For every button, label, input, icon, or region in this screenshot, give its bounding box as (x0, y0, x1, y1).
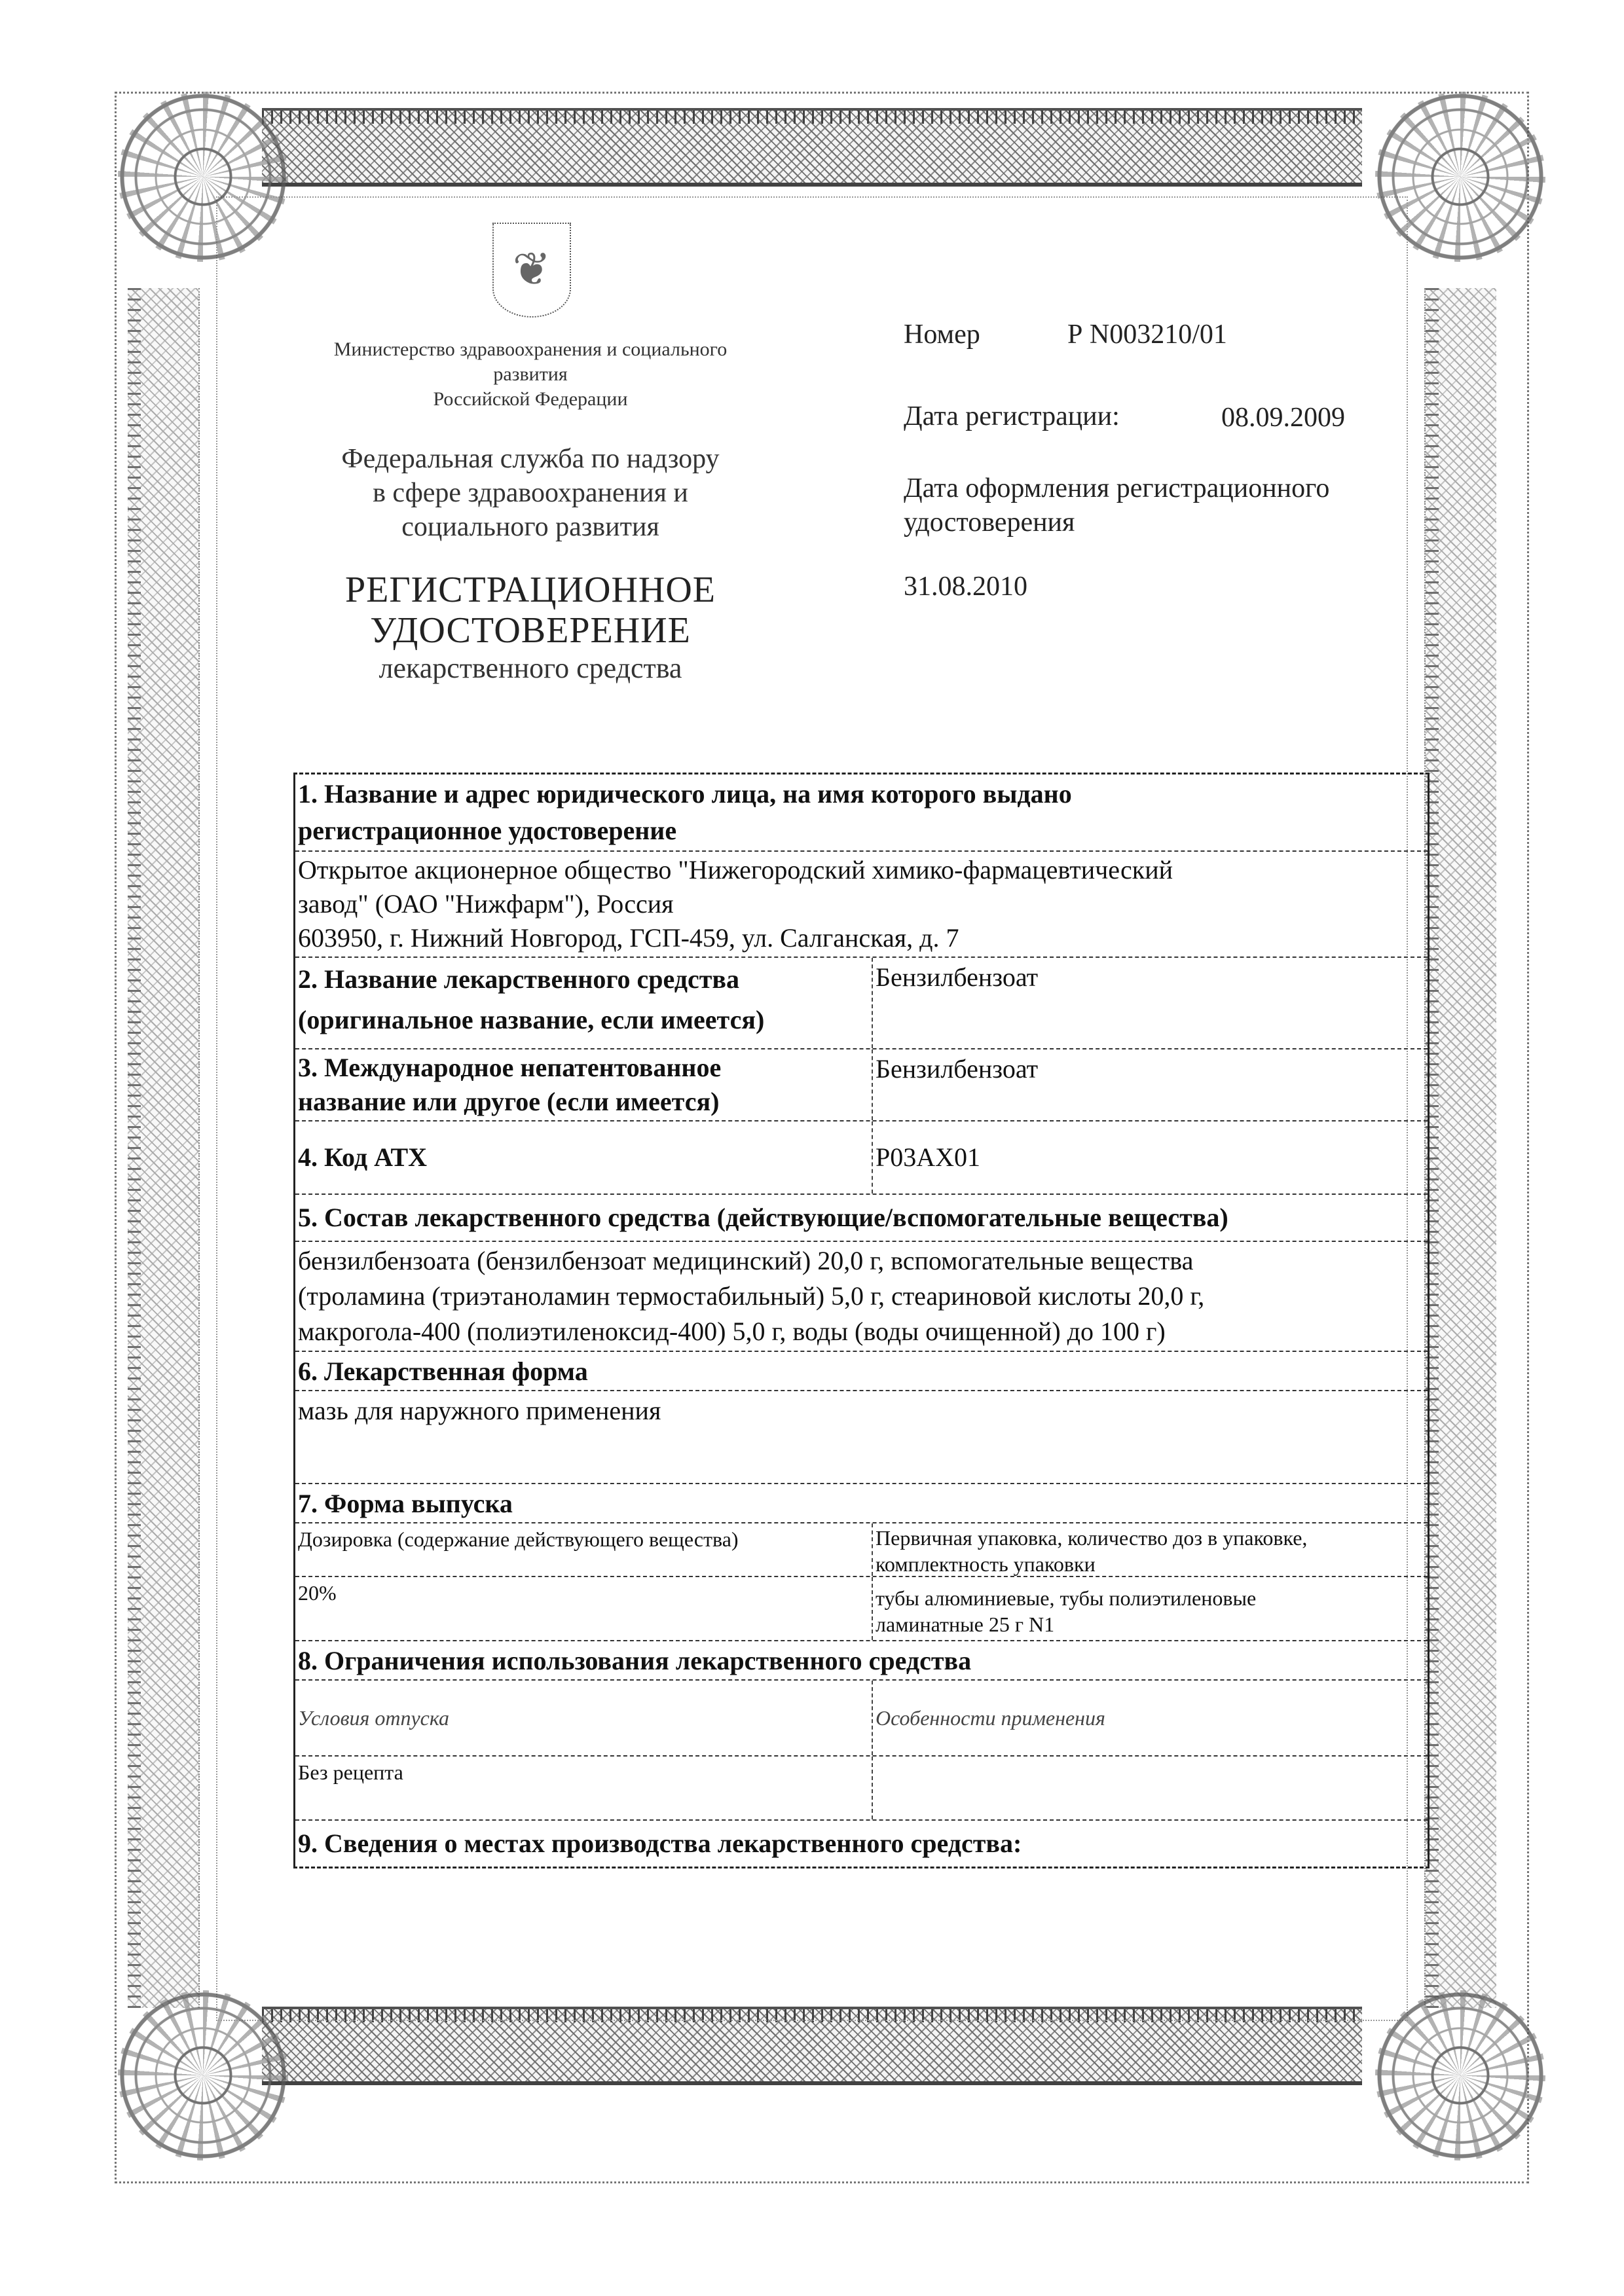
section-7-heading: 7. Форма выпуска (298, 1489, 513, 1518)
section-5-heading-row (295, 1194, 1428, 1241)
section-2-value: Бензилбензоат (876, 962, 1039, 992)
federal-service-name: Федеральная служба по надзору в сфере здравоохранения и социального развития (341, 444, 720, 542)
section-7-heading-row (295, 1483, 1428, 1522)
section-8-heading: 8. Ограничения использования лекарственного средства (298, 1646, 972, 1675)
eagle-icon: ❦ (512, 244, 551, 295)
number-value: Р N003210/01 (1067, 319, 1227, 350)
section-4-row (295, 1120, 1428, 1194)
dispensing-conditions-header: Условия отпуска (295, 1681, 873, 1755)
corner-rosette-icon (118, 1990, 288, 2160)
ministry-name: Министерство здравоохранения и социального развития Российской Федерации (333, 338, 728, 410)
registration-date-label: Дата регистрации: (904, 401, 1120, 431)
section-6-value-row (295, 1390, 1428, 1483)
section-4-label: 4. Код АТХ (295, 1121, 873, 1194)
section-6-value: мазь для наружного применения (298, 1396, 661, 1425)
coat-of-arms-icon (492, 223, 571, 318)
dosage-value: 20% (295, 1577, 873, 1640)
section-1-heading: 1. Название и адрес юридического лица, на имя которого выдано регистрационное удостоверение (298, 779, 1072, 845)
border-band-right (1424, 288, 1496, 2008)
border-band-left (128, 288, 200, 2008)
section-7-value-row (295, 1576, 1428, 1640)
corner-rosette-icon (1375, 1990, 1545, 2160)
document-subtitle: лекарственного средства (378, 652, 682, 684)
section-4-value: P03AX01 (876, 1142, 981, 1172)
section-1-value-row (295, 850, 1428, 957)
document-title: РЕГИСТРАЦИОННОЕ УДОСТОВЕРЕНИЕ (344, 570, 716, 651)
packaging-value: тубы алюминиевые, тубы полиэтиленовые ламинатные 25 г N1 (876, 1586, 1257, 1636)
corner-rosette-icon (1375, 92, 1545, 262)
corner-rosette-icon (118, 92, 288, 262)
section-2-label: 2. Название лекарственного средства (оригинальное название, если имеется) (295, 958, 873, 1048)
section-2-row (295, 957, 1428, 1048)
number-label: Номер (904, 319, 980, 350)
issue-date-value: 31.08.2010 (904, 572, 1027, 602)
section-3-label: 3. Международное непатентованное название или другое (если имеется) (295, 1049, 873, 1120)
section-8-value-row (295, 1755, 1428, 1819)
section-5-heading: 5. Состав лекарственного средства (действующие/вспомогательные вещества) (298, 1203, 1228, 1232)
section-6-heading-row (295, 1351, 1428, 1390)
section-3-row (295, 1048, 1428, 1120)
section-9-heading-row (295, 1819, 1428, 1867)
dispensing-conditions-value: Без рецепта (295, 1757, 873, 1819)
section-7-header-row (295, 1522, 1428, 1576)
section-8-heading-row (295, 1640, 1428, 1679)
usage-features-header: Особенности применения (876, 1706, 1105, 1730)
section-5-value: бензилбензоата (бензилбензоат медицинский) 20,0 г, вспомогательные вещества (троламина (триэтаноламин термостабильный) 5,0 г, стеариновой кислоты 20,0 г, макрогола-400 (полиэтиленоксид-400) 5,0 г, воды (воды очищенной) до 100 г) (298, 1246, 1205, 1346)
section-8-header-row (295, 1679, 1428, 1755)
border-band-top (262, 108, 1362, 187)
section-6-heading: 6. Лекарственная форма (298, 1357, 588, 1386)
packaging-column-header: Первичная упаковка, количество доз в упаковке, комплектность упаковки (876, 1526, 1308, 1576)
registration-date-value: 08.09.2009 (1221, 403, 1345, 433)
section-5-value-row (295, 1241, 1428, 1351)
dosage-column-header: Дозировка (содержание действующего вещества) (295, 1523, 873, 1576)
issue-date-label: Дата оформления регистрационного удостоверения (904, 473, 1330, 538)
certificate-table (293, 773, 1430, 1868)
section-1-value: Открытое акционерное общество "Нижегородский химико-фармацевтический завод" (ОАО "Нижфарм"), Россия 603950, г. Нижний Новгород, ГСП-459, ул. Салганская, д. 7 (298, 855, 1173, 953)
section-3-value: Бензилбензоат (876, 1054, 1039, 1084)
usage-features-value (873, 1757, 1428, 1819)
section-1-heading-row (295, 774, 1428, 850)
section-9-heading: 9. Сведения о местах производства лекарственного средства: (298, 1829, 1022, 1858)
